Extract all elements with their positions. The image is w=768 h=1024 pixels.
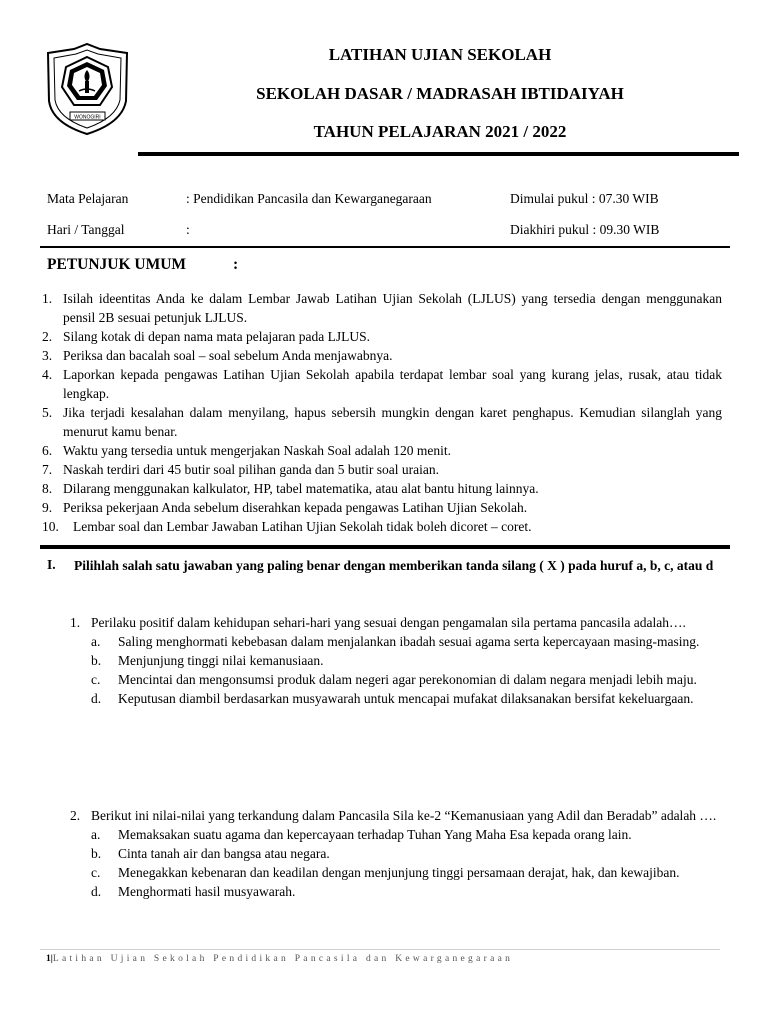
- subject-label: Mata Pelajaran: [47, 191, 129, 206]
- end-time: Diakhiri pukul : 09.30 WIB: [510, 222, 660, 237]
- answer-option-c[interactable]: c. Mencintai dan mengonsumsi produk dalam negeri agar perekonomian di dalam negara menjadi lebih maju.: [91, 672, 697, 687]
- general-instructions-colon: :: [233, 256, 239, 273]
- header-divider: [138, 152, 739, 156]
- header-title-1: LATIHAN UJIAN SEKOLAH: [328, 45, 552, 64]
- answer-option-c[interactable]: c. Menegakkan kebenaran dan keadilan dengan menjunjung tinggi persamaan derajat, hak, dan kewajiban.: [91, 865, 680, 880]
- answer-options: [91, 825, 721, 901]
- instruction-item: 6. Waktu yang tersedia untuk mengerjakan Naskah Soal adalah 120 menit.: [42, 443, 452, 458]
- answer-options: [91, 632, 721, 708]
- answer-option-d[interactable]: d. Keputusan diambil berdasarkan musyawarah untuk mencapai mufakat dilaksanakan bersifat kekeluargaan.: [91, 691, 694, 706]
- date-value: :: [186, 222, 190, 237]
- general-instructions-title: PETUNJUK UMUM: [47, 256, 187, 273]
- answer-option-b[interactable]: b. Menjunjung tinggi nilai kemanusiaan.: [91, 653, 324, 668]
- section-instruction: Pilihlah salah satu jawaban yang paling benar dengan memberikan tanda silang ( X ) pada huruf a, b, c, atau d: [74, 558, 714, 573]
- instruction-item: 10. Lembar soal dan Lembar Jawaban Latihan Ujian Sekolah tidak boleh dicoret – coret.: [42, 519, 532, 534]
- answer-option-d[interactable]: d. Menghormati hasil musyawarah.: [91, 884, 296, 899]
- subject-value: : Pendidikan Pancasila dan Kewarganegaraan: [186, 191, 432, 206]
- instruction-item: 8. Dilarang menggunakan kalkulator, HP, tabel matematika, atau alat bantu hitung lainnya.: [42, 481, 539, 496]
- logo-text: WONOGIRI: [74, 114, 101, 121]
- answer-option-b[interactable]: b. Cinta tanah air dan bangsa atau negara.: [91, 846, 330, 861]
- header-title-2: SEKOLAH DASAR / MADRASAH IBTIDAIYAH: [256, 84, 624, 103]
- header-title-3: TAHUN PELAJARAN 2021 / 2022: [313, 122, 567, 141]
- instructions-list: [42, 289, 722, 536]
- page-footer: [46, 954, 513, 964]
- instruction-item: 9. Periksa pekerjaan Anda sebelum diserahkan kepada pengawas Latihan Ujian Sekolah.: [42, 500, 528, 515]
- section-number: I.: [47, 557, 56, 572]
- question-number: 2.: [70, 808, 81, 823]
- question-text: Perilaku positif dalam kehidupan sehari-hari yang sesuai dengan pengamalan sila pertama pancasila adalah….: [91, 615, 686, 630]
- footer-divider: [40, 949, 720, 950]
- start-time: Dimulai pukul : 07.30 WIB: [510, 191, 659, 206]
- instruction-item: 4. Laporkan kepada pengawas Latihan Ujian Sekolah apabila terdapat lembar soal yang kurang jelas, rusak, atau tidak lengkap.: [42, 367, 722, 401]
- instruction-item: 2. Silang kotak di depan nama mata pelajaran pada LJLUS.: [42, 329, 371, 344]
- footer-separator: |: [50, 954, 53, 964]
- section-divider: [40, 545, 730, 549]
- question-2: [70, 806, 721, 901]
- instruction-item: 1. Isilah ideentitas Anda ke dalam Lembar Jawab Latihan Ujian Sekolah (LJLUS) yang tersedia dengan menggunakan pensil 2B sesuai petunjuk LJLUS.: [42, 291, 722, 325]
- info-divider: [40, 246, 730, 248]
- date-label: Hari / Tanggal: [47, 222, 125, 237]
- question-text: Berikut ini nilai-nilai yang terkandung dalam Pancasila Sila ke-2 “Kemanusiaan yang Adil dan Beradab” adalah ….: [91, 808, 717, 823]
- wonogiri-emblem-logo: [44, 43, 131, 135]
- answer-option-a[interactable]: a. Saling menghormati kebebasan dalam menjalankan ibadah sesuai agama serta kepercayaan masing-masing.: [91, 634, 700, 649]
- page-number: 1: [46, 954, 51, 964]
- answer-option-a[interactable]: a. Memaksakan suatu agama dan kepercayaan terhadap Tuhan Yang Maha Esa kepada orang lain.: [91, 827, 632, 842]
- question-number: 1.: [70, 615, 81, 630]
- instruction-item: 3. Periksa dan bacalah soal – soal sebelum Anda menjawabnya.: [42, 348, 393, 363]
- instruction-item: 5. Jika terjadi kesalahan dalam menyilang, hapus sebersih mungkin dengan karet penghapus. Kemudian silanglah yang menurut kamu benar.: [42, 405, 722, 439]
- instruction-item: 7. Naskah terdiri dari 45 butir soal pilihan ganda dan 5 butir soal uraian.: [42, 462, 440, 477]
- question-1: [70, 613, 721, 708]
- footer-text: Latihan Ujian Sekolah Pendidikan Pancasila dan Kewarganegaraan: [52, 954, 514, 964]
